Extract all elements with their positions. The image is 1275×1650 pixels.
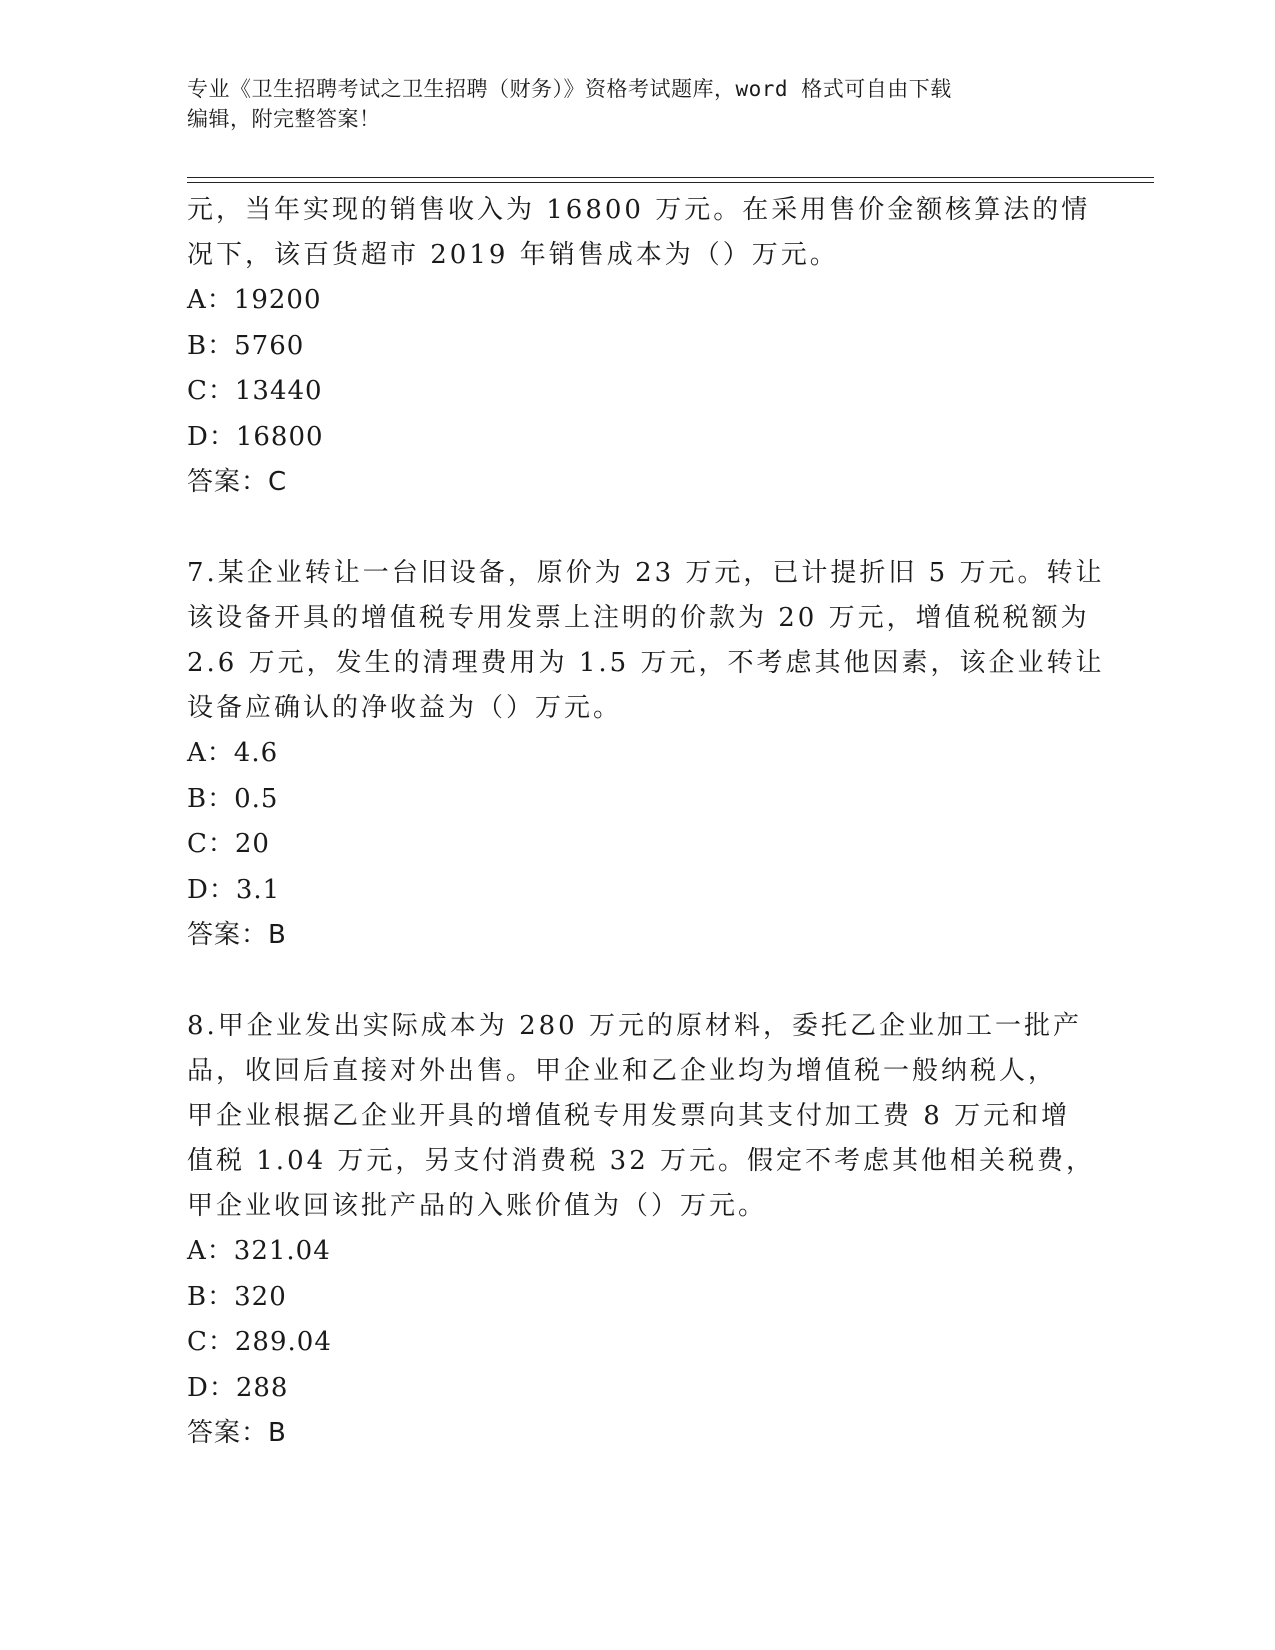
question-text-line: 值税 1.04 万元，另支付消费税 32 万元。假定不考虑其他相关税费，	[187, 1146, 1096, 1176]
question-text-line: 甲企业根据乙企业开具的增值税专用发票向其支付加工费 8 万元和增	[187, 1101, 1071, 1131]
header-line-1: 专业《卫生招聘考试之卫生招聘（财务）》资格考试题库，word 格式可自由下载	[187, 77, 952, 101]
option-d: D：16800	[187, 421, 324, 452]
question-text-line: 甲企业收回该批产品的入账价值为（）万元。	[187, 1191, 768, 1221]
option-b: B：0.5	[187, 783, 279, 814]
option-d: D：288	[187, 1372, 289, 1403]
question-text-line: 元，当年实现的销售收入为 16800 万元。在采用售价金额核算法的情	[187, 195, 1091, 225]
question-continued	[187, 188, 1091, 505]
option-a: A：321.04	[187, 1236, 331, 1266]
question-text-line: 8.甲企业发出实际成本为 280 万元的原材料，委托乙企业加工一批产	[187, 1011, 1082, 1041]
question-list	[187, 188, 1105, 1456]
answer-line: 答案：B	[187, 1418, 287, 1448]
document-header	[187, 74, 1077, 134]
header-line-2: 编辑，附完整答案！	[187, 107, 381, 131]
header-divider-bottom	[187, 182, 1154, 183]
option-c: C：13440	[187, 376, 323, 406]
option-b: B：5760	[187, 330, 305, 361]
option-d: D：3.1	[187, 874, 281, 905]
option-a: A：4.6	[187, 738, 279, 768]
question-text-line: 品，收回后直接对外出售。甲企业和乙企业均为增值税一般纳税人，	[187, 1056, 1058, 1086]
option-c: C：20	[187, 829, 270, 859]
answer-line: 答案：C	[187, 467, 288, 497]
question-text-line: 该设备开具的增值税专用发票上注明的价款为 20 万元，增值税税额为	[187, 603, 1090, 633]
answer-line: 答案：B	[187, 920, 287, 950]
question-text-line: 设备应确认的净收益为（）万元。	[187, 693, 623, 723]
option-a: A：19200	[187, 285, 322, 315]
header-divider-top	[187, 177, 1154, 178]
question-text-line: 况下，该百货超市 2019 年销售成本为（）万元。	[187, 240, 839, 270]
option-b: B：320	[187, 1281, 287, 1312]
question-text-line: 2.6 万元，发生的清理费用为 1.5 万元，不考虑其他因素，该企业转让	[187, 648, 1105, 678]
question-8	[187, 1004, 1096, 1456]
option-c: C：289.04	[187, 1327, 332, 1357]
question-7	[187, 551, 1105, 958]
question-text-line: 7.某企业转让一台旧设备，原价为 23 万元，已计提折旧 5 万元。转让	[187, 558, 1105, 588]
